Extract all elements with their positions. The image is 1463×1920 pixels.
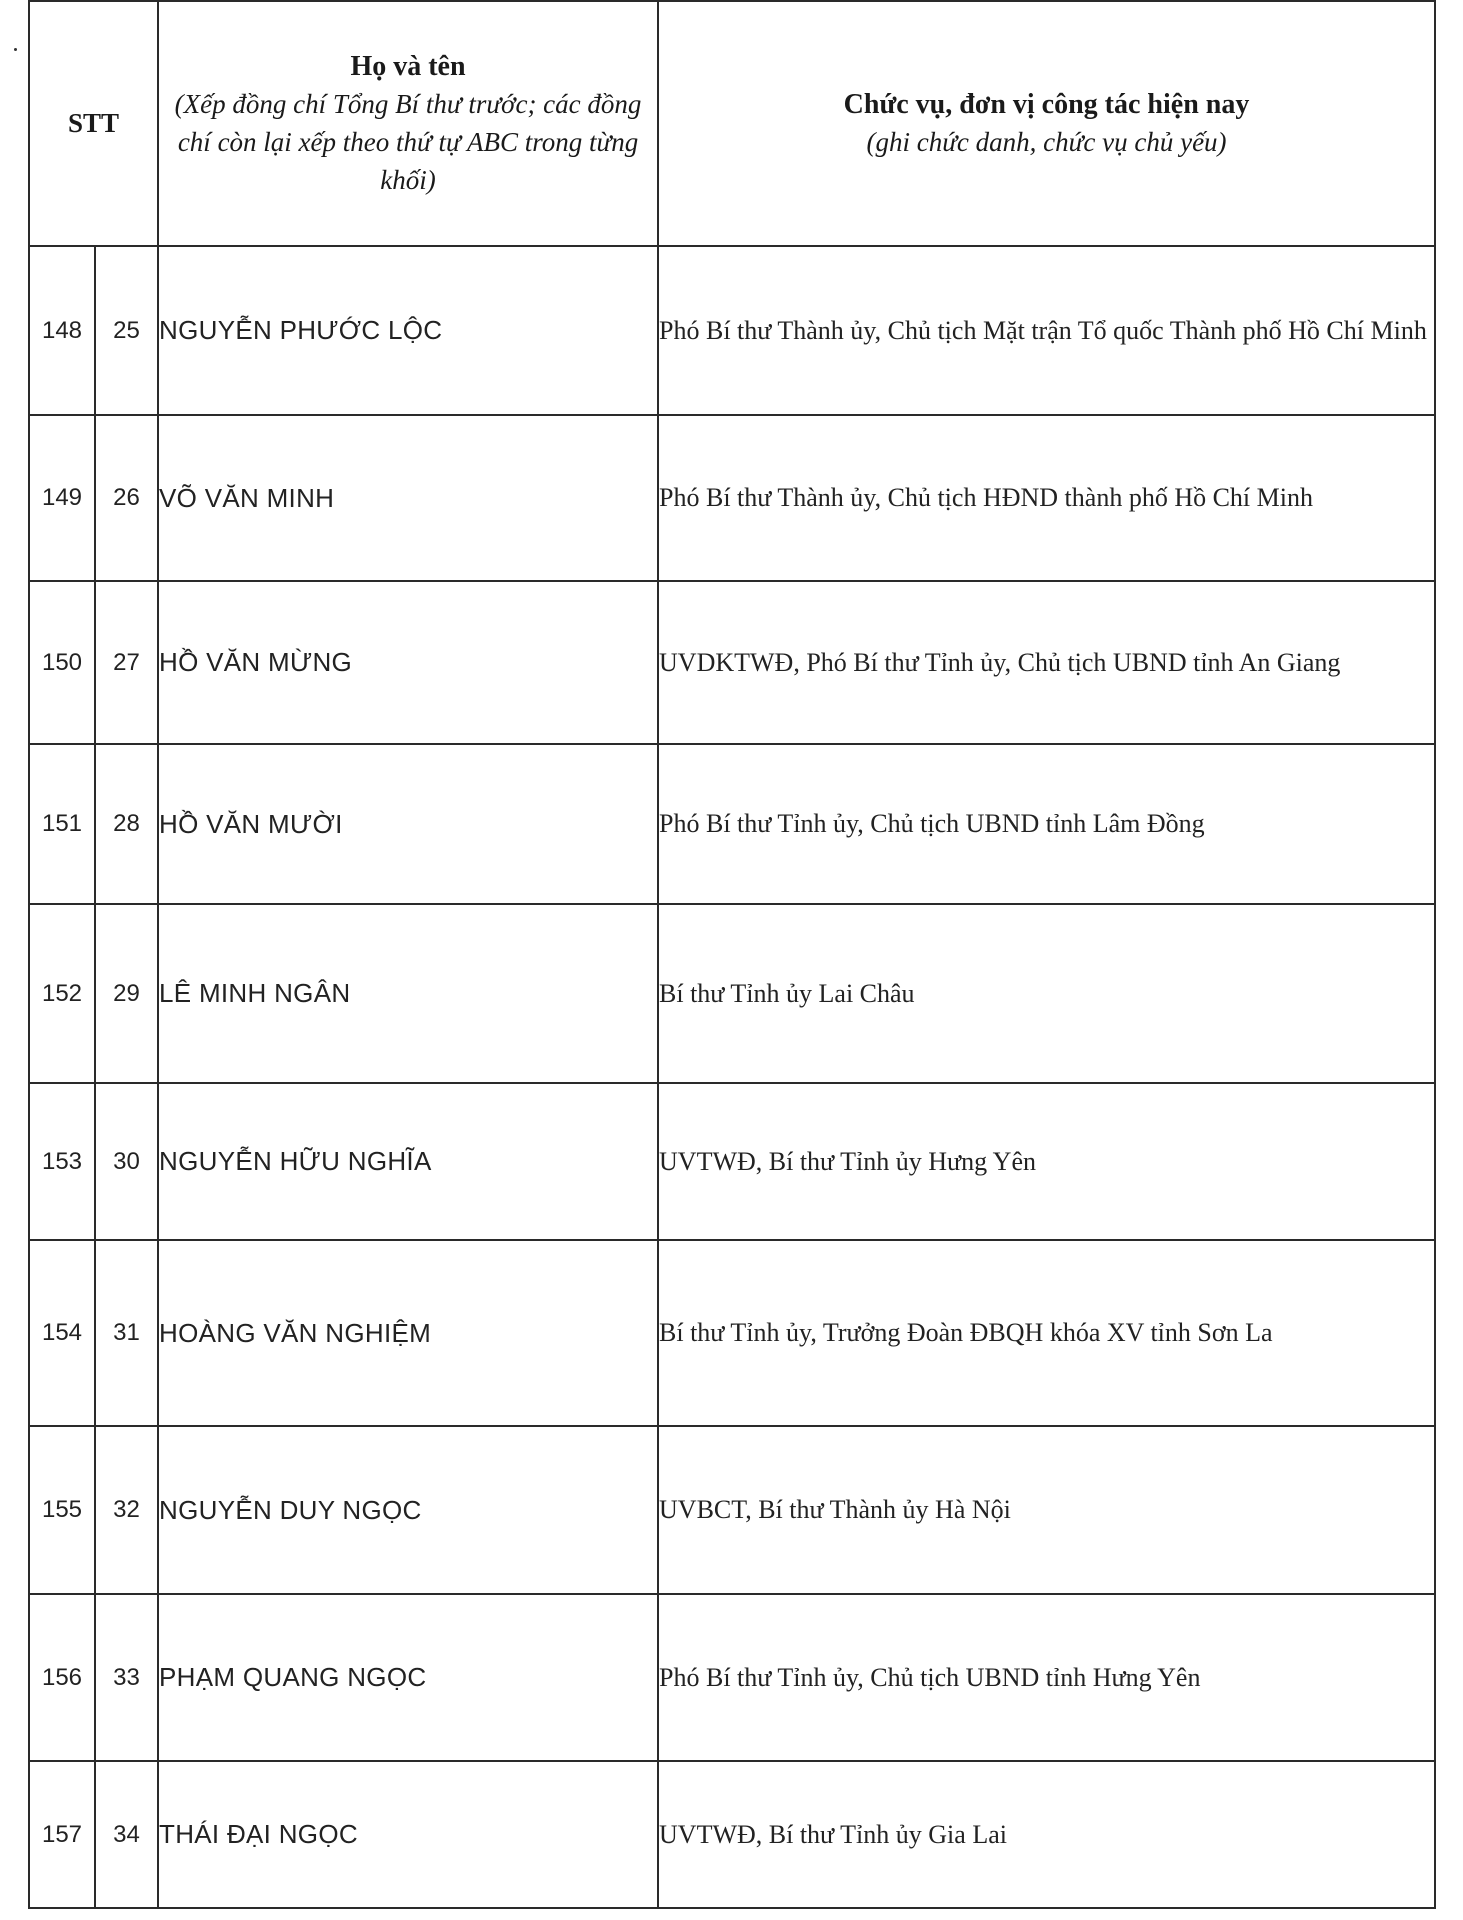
row-global-number: 149 <box>29 415 95 581</box>
name-header <box>158 1 658 246</box>
table-row <box>29 1594 1435 1761</box>
member-position: Bí thư Tỉnh ủy Lai Châu <box>658 904 1435 1083</box>
row-block-number: 34 <box>95 1761 158 1908</box>
member-position: Bí thư Tỉnh ủy, Trưởng Đoàn ĐBQH khóa XV tỉnh Sơn La <box>658 1240 1435 1426</box>
member-name: HOÀNG VĂN NGHIỆM <box>158 1240 658 1426</box>
member-position: UVDKTWĐ, Phó Bí thư Tỉnh ủy, Chủ tịch UBND tỉnh An Giang <box>658 581 1435 744</box>
row-global-number: 152 <box>29 904 95 1083</box>
name-header-note: (Xếp đồng chí Tổng Bí thư trước; các đồng chí còn lại xếp theo thứ tự ABC trong từng khối) <box>174 88 642 195</box>
table-row <box>29 415 1435 581</box>
position-header-title: Chức vụ, đơn vị công tác hiện nay <box>843 88 1250 120</box>
member-position: Phó Bí thư Thành ủy, Chủ tịch Mặt trận Tổ quốc Thành phố Hồ Chí Minh <box>658 246 1435 415</box>
row-block-number: 33 <box>95 1594 158 1761</box>
member-name: PHẠM QUANG NGỌC <box>158 1594 658 1761</box>
member-position: UVBCT, Bí thư Thành ủy Hà Nội <box>658 1426 1435 1594</box>
table-row <box>29 581 1435 744</box>
row-global-number: 156 <box>29 1594 95 1761</box>
member-position: Phó Bí thư Thành ủy, Chủ tịch HĐND thành phố Hồ Chí Minh <box>658 415 1435 581</box>
position-header <box>658 1 1435 246</box>
row-block-number: 28 <box>95 744 158 904</box>
member-name: NGUYỄN PHƯỚC LỘC <box>158 246 658 415</box>
row-block-number: 27 <box>95 581 158 744</box>
member-name: NGUYỄN HỮU NGHĨA <box>158 1083 658 1240</box>
row-global-number: 155 <box>29 1426 95 1594</box>
member-name: HỒ VĂN MỪNG <box>158 581 658 744</box>
table-row <box>29 744 1435 904</box>
row-block-number: 32 <box>95 1426 158 1594</box>
table-row <box>29 1761 1435 1908</box>
member-name: NGUYỄN DUY NGỌC <box>158 1426 658 1594</box>
member-name: LÊ MINH NGÂN <box>158 904 658 1083</box>
table-row <box>29 1426 1435 1594</box>
table-row <box>29 904 1435 1083</box>
member-name: THÁI ĐẠI NGỌC <box>158 1761 658 1908</box>
row-block-number: 25 <box>95 246 158 415</box>
row-global-number: 157 <box>29 1761 95 1908</box>
scan-speck <box>14 48 17 51</box>
row-global-number: 151 <box>29 744 95 904</box>
row-block-number: 26 <box>95 415 158 581</box>
table-row <box>29 1083 1435 1240</box>
row-block-number: 29 <box>95 904 158 1083</box>
member-name: HỒ VĂN MƯỜI <box>158 744 658 904</box>
member-name: VÕ VĂN MINH <box>158 415 658 581</box>
row-global-number: 153 <box>29 1083 95 1240</box>
row-global-number: 150 <box>29 581 95 744</box>
name-header-title: Họ và tên <box>350 50 466 82</box>
member-position: UVTWĐ, Bí thư Tỉnh ủy Hưng Yên <box>658 1083 1435 1240</box>
row-global-number: 154 <box>29 1240 95 1426</box>
stt-header: STT <box>29 1 158 246</box>
personnel-table <box>28 0 1436 1909</box>
member-position: Phó Bí thư Tỉnh ủy, Chủ tịch UBND tỉnh Hưng Yên <box>658 1594 1435 1761</box>
table-row <box>29 1240 1435 1426</box>
member-position: Phó Bí thư Tỉnh ủy, Chủ tịch UBND tỉnh Lâm Đồng <box>658 744 1435 904</box>
table-row <box>29 246 1435 415</box>
row-block-number: 31 <box>95 1240 158 1426</box>
row-global-number: 148 <box>29 246 95 415</box>
table-header-row <box>29 1 1435 246</box>
position-header-note: (ghi chức danh, chức vụ chủ yếu) <box>866 126 1227 157</box>
member-position: UVTWĐ, Bí thư Tỉnh ủy Gia Lai <box>658 1761 1435 1908</box>
row-block-number: 30 <box>95 1083 158 1240</box>
